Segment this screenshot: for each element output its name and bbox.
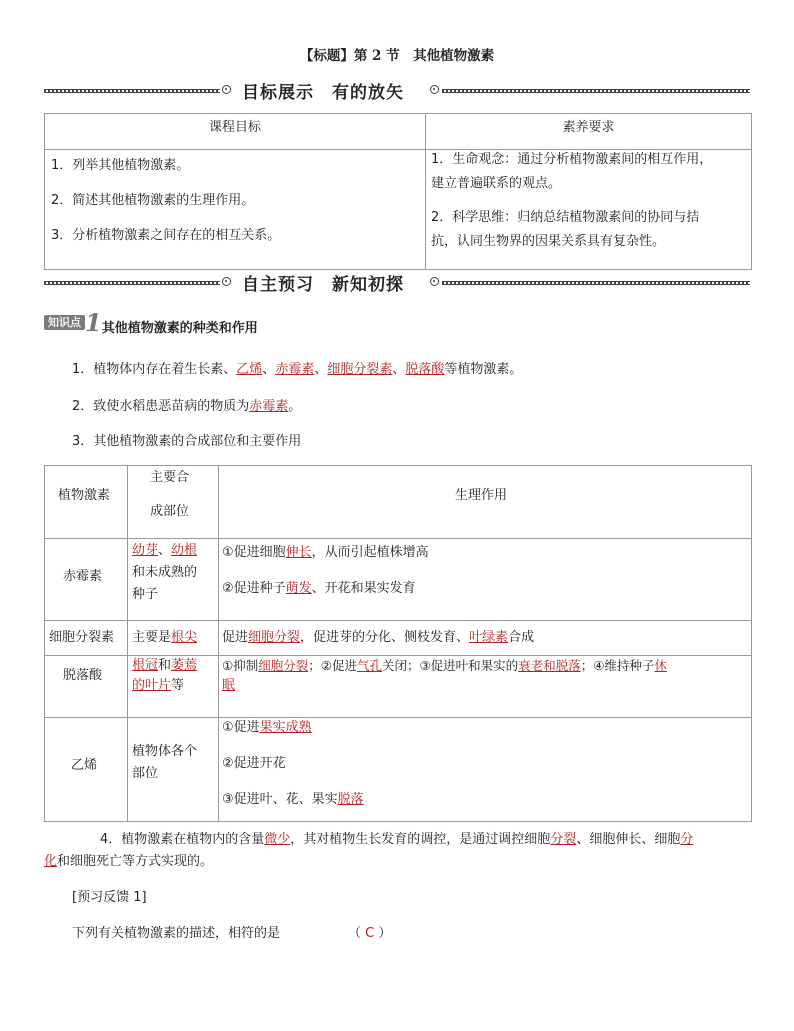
answer-blank: 细胞分裂素: [327, 362, 393, 377]
goals-header: 课程目标: [45, 114, 426, 150]
literacy-line: 2．科学思维：归纳总结植物激素间的协同与拮: [431, 210, 700, 225]
literacy-cell: [426, 150, 752, 270]
goals-cell: [45, 150, 426, 270]
dotted-rule-right: [442, 281, 750, 285]
knowledge-title: 其他植物激素的种类和作用: [101, 321, 258, 336]
hormone-table: [44, 465, 752, 822]
hormone-name: 乙烯: [71, 758, 98, 773]
knowledge-number: 1: [85, 308, 102, 337]
literacy-line: 1．生命观念：通过分析植物激素间的相互作用，: [431, 152, 713, 167]
goal-item: 3．分析植物激素之间存在的相互关系。: [51, 228, 281, 243]
item-3: 3．其他植物激素的合成部位和主要作用: [72, 434, 302, 449]
hormone-name: 细胞分裂素: [49, 630, 115, 645]
feedback-label: [预习反馈 1]: [72, 890, 147, 905]
literacy-line: 建立普遍联系的观点。: [431, 176, 562, 191]
header-hormone: 植物激素: [45, 466, 128, 539]
circle-ornament-icon: [430, 85, 439, 94]
item-2: 2．致使水稻患恶苗病的物质为赤霉素。: [72, 399, 302, 414]
goal-item: 2．简述其他植物激素的生理作用。: [51, 193, 255, 208]
header-effect: 生理作用: [219, 466, 752, 539]
literacy-header: 素养要求: [426, 114, 752, 150]
goal-item: 1．列举其他植物激素。: [51, 158, 190, 173]
answer-blank: 赤霉素: [275, 362, 315, 377]
table-row: 赤霉素 幼芽、幼根 和未成熟的 种子 ①促进细胞伸长，从而引起植株增高 ②促进种子萌发、开花和果实发育: [45, 539, 752, 621]
table-row: 细胞分裂素 主要是根尖 促进细胞分裂，促进芽的分化、侧枝发育、叶绿素合成: [45, 621, 752, 656]
table-row: 乙烯 植物体各个 部位 ①促进果实成熟 ②促进开花 ③促进叶、花、果实脱落: [45, 718, 752, 822]
item-4-line2: 化和细胞死亡等方式实现的。: [44, 854, 214, 869]
answer-bracket: （ C ）: [348, 926, 392, 941]
answer-blank: 赤霉素: [249, 399, 289, 414]
section-heading: 目标展示 有的放矢: [242, 83, 404, 103]
section-bar-goals: [44, 78, 750, 104]
item-1: 1．植物体内存在着生长素、乙烯、赤霉素、细胞分裂素、脱落酸等植物激素。: [72, 362, 523, 377]
section-bar-preview: [44, 270, 750, 296]
item-4-line1: 4．植物激素在植物内的含量微少，其对植物生长发育的调控，是通过调控细胞分裂、细胞伸长、细胞分: [100, 832, 694, 847]
answer-choice: C: [365, 926, 375, 941]
dotted-rule-left: [44, 281, 220, 285]
dotted-rule-left: [44, 89, 220, 93]
question-text: 下列有关植物激素的描述，相符的是: [72, 926, 281, 941]
table-row: 脱落酸 根冠和萎蔫 的叶片等 ①抑制细胞分裂；②促进气孔关闭；③促进叶和果实的衰老和脱落；④维持种子休 眠: [45, 656, 752, 718]
circle-ornament-icon: [222, 85, 231, 94]
circle-ornament-icon: [222, 277, 231, 286]
goals-table: [44, 113, 752, 270]
header-site: 主要合 成部位: [128, 466, 219, 539]
literacy-line: 抗，认同生物界的因果关系具有复杂性。: [431, 234, 666, 249]
answer-blank: 乙烯: [236, 362, 263, 377]
section-heading: 自主预习 新知初探: [242, 275, 404, 295]
circle-ornament-icon: [430, 277, 439, 286]
dotted-rule-right: [442, 89, 750, 93]
page-title: 【标题】第 2 节 其他植物激素: [299, 48, 495, 64]
hormone-name: 赤霉素: [63, 569, 103, 584]
answer-blank: 脱落酸: [405, 362, 445, 377]
hormone-name: 脱落酸: [63, 668, 103, 683]
knowledge-point-heading: [44, 308, 258, 337]
knowledge-badge: 知识点: [44, 315, 85, 330]
